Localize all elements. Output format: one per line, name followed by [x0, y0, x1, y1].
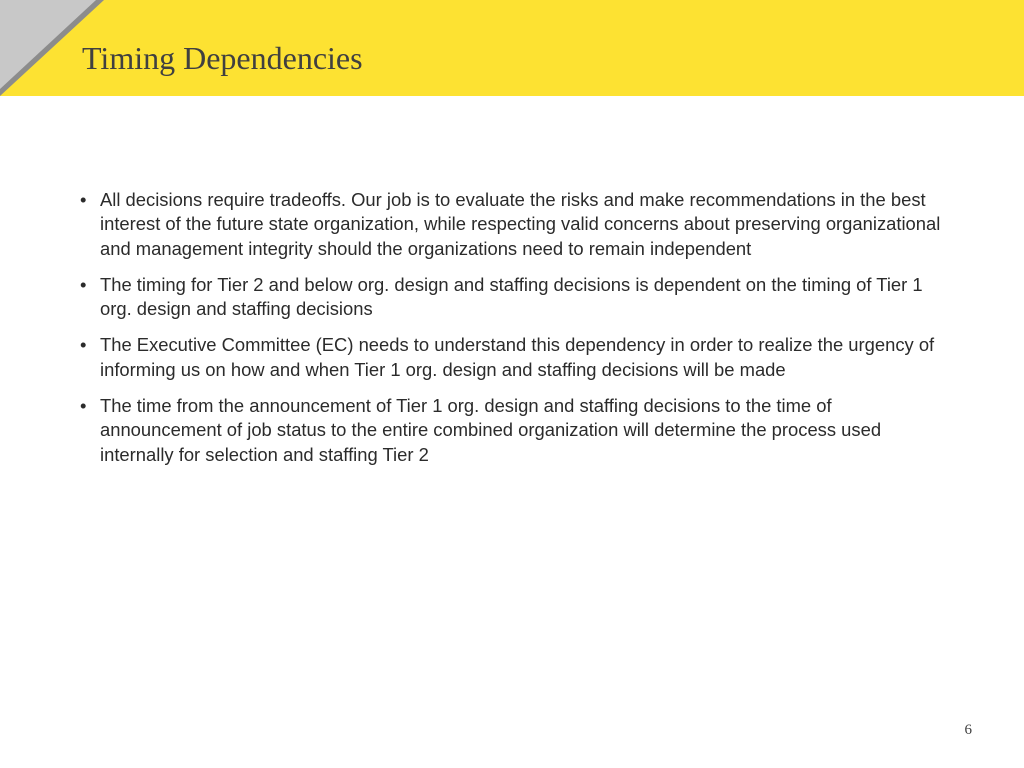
bullet-item — [78, 273, 948, 322]
bullet-text: The time from the announcement of Tier 1 org. design and staffing decisions to the time of announcement of job status to the entire combined organization will determine the process used internally for selection and staffing Tier 2 — [100, 395, 882, 465]
bullet-item — [78, 394, 948, 467]
bullet-marker: • — [80, 189, 87, 210]
page-number: 6 — [964, 722, 972, 738]
bullet-marker: • — [80, 334, 87, 356]
bullet-text: All decisions require tradeoffs. Our job is to evaluate the risks and make recommendations in the best interest of the future state organization, while respecting valid concerns about preserving organizational and management integrity should the organizations need to remain independent — [100, 189, 941, 259]
bullet-list — [78, 188, 948, 479]
bullet-marker: • — [80, 273, 87, 295]
bullet-text: The Executive Committee (EC) needs to understand this dependency in order to realize the urgency of informing us on how and when Tier 1 org. design and staffing decisions will be made — [100, 334, 935, 380]
bullet-item — [78, 188, 948, 261]
bullet-item — [78, 333, 948, 382]
slide-title: Timing Dependencies — [82, 40, 363, 76]
bullet-marker: • — [80, 395, 87, 417]
bullet-text: The timing for Tier 2 and below org. design and staffing decisions is dependent on the timing of Tier 1 org. design and staffing decisions — [100, 273, 923, 320]
